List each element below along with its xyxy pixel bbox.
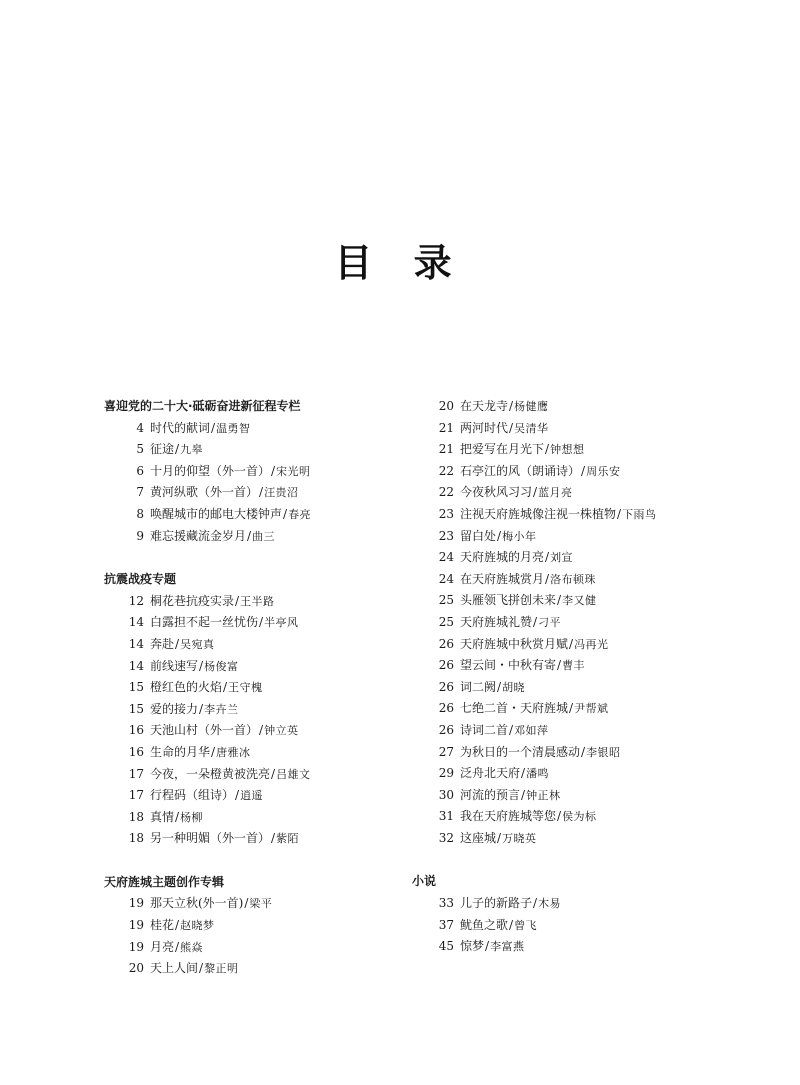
entry-author: 侯为标	[562, 810, 597, 824]
entry-title: 那天立秋(外一首)	[150, 896, 244, 911]
entry-title: 头雁领飞拼创未来	[460, 593, 557, 608]
separator: /	[485, 939, 490, 954]
separator: /	[557, 809, 562, 824]
page-number: 19	[128, 918, 144, 933]
separator: /	[569, 636, 574, 651]
toc-entry[interactable]	[412, 698, 712, 720]
entry-author: 熊焱	[180, 940, 204, 954]
toc-entry[interactable]	[104, 677, 394, 699]
entry-author: 李又健	[562, 594, 597, 608]
entry-title: 留白处	[460, 528, 497, 543]
separator: /	[175, 636, 180, 651]
separator: /	[545, 571, 550, 586]
page-number: 18	[128, 831, 144, 846]
entry-author: 曾飞	[514, 918, 538, 932]
separator: /	[235, 593, 240, 608]
entry-author: 吴清华	[514, 421, 549, 435]
entry-title: 天府旌城礼赞	[460, 614, 533, 629]
toc-entry[interactable]	[412, 785, 712, 807]
entry-author: 钟想想	[550, 443, 585, 457]
separator: /	[199, 961, 204, 976]
toc-entry[interactable]	[412, 569, 712, 591]
entry-author: 冯再光	[574, 637, 609, 651]
entry-title: 行程码（组诗）	[150, 788, 235, 803]
separator: /	[533, 614, 538, 629]
separator: /	[509, 722, 514, 737]
separator: /	[283, 506, 288, 521]
entry-title: 桐花巷抗疫实录	[150, 593, 235, 608]
entry-title: 今夜秋风习习	[460, 485, 533, 500]
toc-entry[interactable]	[104, 893, 394, 915]
entry-author: 刁平	[538, 615, 562, 629]
entry-title: 爱的接力	[150, 701, 199, 716]
toc-entry[interactable]	[412, 504, 712, 526]
entry-title: 儿子的新路子	[460, 896, 533, 911]
toc-entry[interactable]	[412, 612, 712, 634]
entry-author: 周乐安	[586, 464, 621, 478]
separator: /	[545, 550, 550, 565]
entry-title: 石亭江的风（朗诵诗）	[460, 463, 581, 478]
page-number: 22	[438, 463, 454, 478]
toc-entry[interactable]	[104, 699, 394, 721]
separator: /	[521, 787, 526, 802]
section-title: 天府旌城主题创作专辑	[104, 874, 225, 889]
page-number: 15	[128, 680, 144, 695]
entry-title: 前线速写	[150, 658, 199, 673]
separator: /	[509, 917, 514, 932]
page-number: 30	[438, 787, 454, 802]
toc-entry[interactable]	[412, 439, 712, 461]
page-number: 12	[128, 593, 144, 608]
page-title: 目 录	[334, 241, 466, 285]
page-number: 45	[438, 939, 454, 954]
entry-author: 紫陌	[276, 832, 300, 846]
separator: /	[509, 399, 514, 413]
toc-entry[interactable]	[412, 590, 712, 612]
toc-entry[interactable]	[412, 742, 712, 764]
separator: /	[271, 831, 276, 846]
entry-author: 潘鸣	[526, 767, 550, 781]
entry-title: 天池山村（外一首）	[150, 723, 259, 738]
entry-title: 两河时代	[460, 420, 509, 435]
toc-entry[interactable]	[412, 418, 712, 440]
entry-author: 胡晓	[502, 680, 526, 694]
entry-author: 曲三	[252, 529, 276, 543]
section-title: 喜迎党的二十大·砥砺奋进新征程专栏	[104, 399, 301, 413]
separator: /	[175, 809, 180, 824]
page-number: 15	[128, 701, 144, 716]
entry-title: 在天龙寺	[460, 399, 509, 413]
entry-title: 注视天府旌城像注视一株植物	[460, 506, 617, 521]
page-number: 14	[128, 658, 144, 673]
entry-title: 真情	[150, 809, 175, 824]
entry-title: 诗词二首	[460, 722, 509, 737]
toc-entry[interactable]	[104, 612, 394, 634]
toc-entry[interactable]	[104, 418, 394, 440]
entry-author: 洛布顿珠	[550, 572, 597, 586]
separator: /	[175, 918, 180, 933]
toc-section-continued	[412, 396, 712, 849]
toc-right-column	[412, 396, 712, 980]
separator: /	[533, 896, 538, 911]
entry-author: 逍遥	[240, 789, 264, 803]
separator: /	[581, 463, 586, 478]
page-number: 24	[438, 550, 454, 565]
separator: /	[557, 593, 562, 608]
toc-entry[interactable]	[104, 742, 394, 764]
entry-author: 春亮	[288, 507, 312, 521]
toc-entry[interactable]	[412, 482, 712, 504]
section-title: 小说	[412, 874, 437, 889]
toc-entry[interactable]	[104, 634, 394, 656]
entry-title: 河流的预言	[460, 787, 521, 802]
entry-title: 征途	[150, 442, 175, 457]
page-number: 26	[438, 722, 454, 737]
toc-entry[interactable]	[104, 807, 394, 829]
page-number: 19	[128, 896, 144, 911]
page-number: 20	[128, 961, 144, 976]
entry-title: 另一种明媚（外一首）	[150, 831, 271, 846]
toc-entry[interactable]	[104, 591, 394, 613]
entry-author: 王守槐	[228, 681, 263, 695]
separator: /	[175, 442, 180, 457]
page-number: 26	[438, 658, 454, 673]
entry-title: 白露担不起一丝忧伤	[150, 615, 259, 630]
entry-author: 钟立英	[264, 724, 299, 738]
separator: /	[244, 896, 249, 911]
toc-entry[interactable]	[412, 806, 712, 828]
entry-author: 杨健鹰	[514, 400, 549, 413]
toc-section	[104, 872, 394, 980]
entry-title: 在天府旌城赏月	[460, 571, 545, 586]
toc-entry[interactable]	[412, 720, 712, 742]
separator: /	[199, 701, 204, 716]
page-number: 9	[136, 528, 144, 543]
entry-author: 李卉兰	[204, 702, 239, 716]
separator: /	[521, 766, 526, 781]
separator: /	[509, 420, 514, 435]
page-number: 21	[438, 420, 454, 435]
entry-title: 难忘援藏流金岁月	[150, 528, 247, 543]
toc-entry[interactable]	[104, 656, 394, 678]
entry-title: 橙红色的火焰	[150, 680, 223, 695]
entry-author: 木易	[538, 897, 562, 911]
entry-author: 吴宛真	[180, 637, 215, 651]
entry-title: 鱿鱼之歌	[460, 917, 509, 932]
separator: /	[271, 463, 276, 478]
entry-author: 杨柳	[180, 810, 204, 824]
separator: /	[259, 485, 264, 500]
separator: /	[235, 788, 240, 803]
entry-author: 宋光明	[276, 464, 311, 478]
page-number: 26	[438, 679, 454, 694]
separator: /	[557, 658, 562, 673]
entry-title: 唤醒城市的邮电大楼钟声	[150, 506, 283, 521]
entry-title: 生命的月华	[150, 744, 211, 759]
entry-author: 梅小年	[502, 529, 537, 543]
separator: /	[617, 506, 622, 521]
page-number: 24	[438, 571, 454, 586]
entry-title: 七绝二首・天府旌城	[460, 701, 569, 716]
toc-section	[104, 569, 394, 850]
page-number: 26	[438, 636, 454, 651]
page-number: 17	[128, 788, 144, 803]
toc-entry[interactable]	[104, 828, 394, 850]
page-number: 4	[136, 420, 144, 435]
entry-title: 时代的献词	[150, 420, 211, 435]
toc-entry[interactable]	[104, 937, 394, 959]
entry-author: 梁平	[249, 897, 273, 911]
page-number: 23	[438, 528, 454, 543]
page-number: 29	[438, 766, 454, 781]
toc-entry[interactable]	[104, 504, 394, 526]
page-number: 25	[438, 614, 454, 629]
entry-author: 李富燕	[490, 940, 525, 954]
page-number: 16	[128, 744, 144, 759]
entry-title: 天府旌城的月亮	[460, 550, 545, 565]
entry-title: 桂花	[150, 918, 175, 933]
toc-entry[interactable]	[104, 785, 394, 807]
separator: /	[497, 679, 502, 694]
toc-entry[interactable]	[104, 915, 394, 937]
entry-title: 奔赴	[150, 636, 175, 651]
entry-author: 温勇智	[216, 421, 251, 435]
toc-entry[interactable]	[104, 958, 394, 980]
entry-title: 天府旌城中秋赏月赋	[460, 636, 569, 651]
entry-title: 把爱写在月光下	[460, 442, 545, 457]
entry-title: 望云间・中秋有寄	[460, 658, 557, 673]
entry-author: 王半路	[240, 594, 275, 608]
entry-author: 吕雄文	[276, 767, 311, 781]
entry-author: 杨俊富	[204, 659, 239, 673]
entry-author: 下雨鸟	[622, 507, 657, 521]
entry-author: 唐雅冰	[216, 745, 251, 759]
entry-author: 邓如萍	[514, 723, 549, 737]
entry-title: 月亮	[150, 939, 175, 954]
page-number: 20	[438, 399, 454, 413]
entry-title: 词二阙	[460, 679, 497, 694]
toc-entry[interactable]	[412, 677, 712, 699]
entry-author: 黎正明	[204, 962, 239, 976]
page-number: 33	[438, 896, 454, 911]
separator: /	[223, 680, 228, 695]
page-number: 14	[128, 615, 144, 630]
page-number: 26	[438, 701, 454, 716]
separator: /	[247, 528, 252, 543]
toc-entry[interactable]	[104, 439, 394, 461]
toc-entry[interactable]	[412, 396, 712, 418]
page-number: 17	[128, 766, 144, 781]
entry-author: 尹帮斌	[574, 702, 609, 716]
toc-entry[interactable]	[412, 828, 712, 850]
page-number: 18	[128, 809, 144, 824]
toc-left-column	[104, 396, 394, 1002]
toc-entry[interactable]	[104, 526, 394, 548]
page-number: 8	[136, 506, 144, 521]
entry-title: 泛舟北天府	[460, 766, 521, 781]
entry-author: 万晓英	[502, 831, 537, 845]
entry-title: 天上人间	[150, 961, 199, 976]
entry-title: 这座城	[460, 830, 497, 845]
separator: /	[199, 658, 204, 673]
page-number: 16	[128, 723, 144, 738]
page-number: 31	[438, 809, 454, 824]
page-number: 32	[438, 830, 454, 845]
entry-author: 九皋	[180, 443, 204, 457]
toc-entry[interactable]	[104, 461, 394, 483]
toc-entry[interactable]	[412, 915, 712, 937]
separator: /	[259, 723, 264, 738]
toc-entry[interactable]	[412, 526, 712, 548]
toc-entry[interactable]	[412, 461, 712, 483]
entry-title: 为秋日的一个清晨感动	[460, 744, 581, 759]
entry-author: 钟正林	[526, 788, 561, 802]
separator: /	[259, 615, 264, 630]
page-number: 5	[136, 442, 144, 457]
page-number: 25	[438, 593, 454, 608]
entry-author: 蓝月亮	[538, 486, 573, 500]
separator: /	[545, 442, 550, 457]
entry-title: 今夜，一朵橙黄被洗亮	[150, 766, 271, 781]
entry-title: 我在天府旌城等您	[460, 809, 557, 824]
separator: /	[497, 528, 502, 543]
page-number: 19	[128, 939, 144, 954]
separator: /	[533, 485, 538, 500]
entry-title: 十月的仰望（外一首）	[150, 463, 271, 478]
toc-entry[interactable]	[412, 936, 712, 958]
toc-entry[interactable]	[104, 720, 394, 742]
page-number: 14	[128, 636, 144, 651]
toc-section	[412, 871, 712, 957]
entry-title: 惊梦	[460, 939, 485, 954]
entry-author: 赵晓梦	[180, 919, 215, 933]
entry-author: 曹丰	[562, 659, 586, 673]
separator: /	[497, 830, 502, 845]
entry-author: 李银昭	[586, 745, 621, 759]
separator: /	[569, 701, 574, 716]
page-number: 27	[438, 744, 454, 759]
toc-entry[interactable]	[412, 655, 712, 677]
entry-author: 半亭风	[264, 616, 299, 630]
separator: /	[211, 744, 216, 759]
separator: /	[175, 939, 180, 954]
page-number: 6	[136, 463, 144, 478]
toc-entry[interactable]	[104, 482, 394, 504]
toc-entry[interactable]	[412, 763, 712, 785]
section-title: 抗震战疫专题	[104, 572, 177, 587]
page-number: 22	[438, 485, 454, 500]
separator: /	[581, 744, 586, 759]
page-number: 21	[438, 442, 454, 457]
toc-entry[interactable]	[104, 764, 394, 786]
page-number: 23	[438, 506, 454, 521]
page-number: 37	[438, 917, 454, 932]
toc-section	[104, 396, 394, 547]
page-number: 7	[136, 485, 144, 500]
entry-author: 刘宣	[550, 551, 574, 565]
entry-author: 汪贵沼	[264, 486, 299, 500]
toc-entry[interactable]	[412, 893, 712, 915]
entry-title: 黄河纵歌（外一首）	[150, 485, 259, 500]
separator: /	[271, 766, 276, 781]
separator: /	[211, 420, 216, 435]
toc-entry[interactable]	[412, 634, 712, 656]
toc-entry[interactable]	[412, 547, 712, 569]
